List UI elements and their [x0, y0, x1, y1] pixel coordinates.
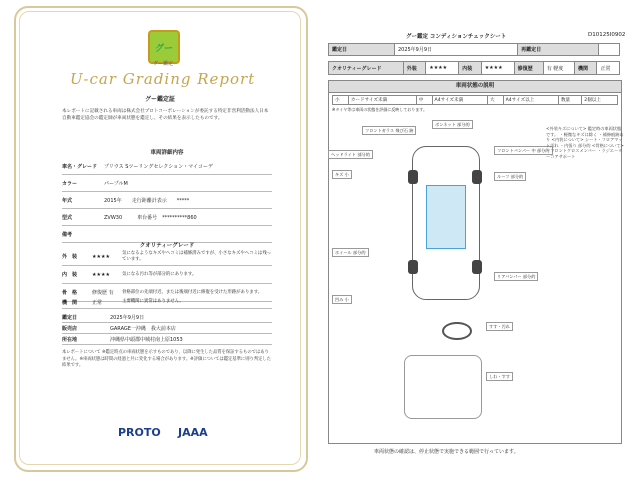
- row-value: パープルM: [104, 180, 128, 187]
- legend-value: カードサイズ未満: [348, 96, 416, 105]
- car-diagram-interior: [404, 355, 482, 419]
- damage-label: リアバンパー 部分的: [494, 272, 538, 281]
- grade-text: 気になるようなキズやヘコミは補修済みですが、小さなキズやヘコミは残っています。: [122, 250, 272, 262]
- foot-row: [62, 334, 272, 345]
- re-date-label: 再鑑定日: [518, 44, 599, 56]
- foot-key: 所在地: [62, 336, 78, 343]
- row-key: 車名・グレード: [62, 163, 98, 170]
- date-label: 鑑定日: [329, 44, 395, 56]
- engine-label: 機関: [574, 62, 597, 75]
- foot-row: [62, 312, 272, 323]
- size-legend: [329, 93, 621, 114]
- car-windows: [426, 185, 466, 249]
- foot-value: GARAGE一沖縄 我大前本店: [110, 325, 176, 332]
- date-value: 2025年9月9日: [394, 44, 517, 56]
- vehicle-section-title: 車両詳細内容: [150, 150, 184, 156]
- quality-section-title: クオリティーグレード: [139, 243, 195, 249]
- foot-key: 販売店: [62, 325, 78, 332]
- grade-table: [328, 61, 620, 75]
- wheel-icon: [408, 170, 418, 184]
- vehicle-row: [62, 158, 272, 175]
- grade-text: 主要機関に異常はありません。: [122, 299, 184, 304]
- damage-label: しわ・すす: [486, 372, 513, 381]
- grade-score: ★★★★: [92, 253, 110, 260]
- grade-key: 外 装: [62, 254, 78, 260]
- proto-logo: PROTO: [118, 426, 161, 439]
- legend-value: A4サイズ未満: [432, 96, 487, 105]
- row-key: 型式: [62, 214, 73, 221]
- steering-wheel-icon: [442, 322, 472, 340]
- re-date-value: [599, 44, 620, 56]
- damage-label: ホイール 部分的: [332, 248, 369, 257]
- grade-row: [62, 248, 272, 266]
- vehicle-row: [62, 209, 272, 226]
- grade-score: ★★★★: [92, 271, 110, 278]
- damage-label: すす・汚れ: [486, 322, 513, 331]
- repair-label: 修復歴: [514, 62, 543, 75]
- damage-label: 凹み 小: [332, 295, 352, 304]
- logo-caption: グー鑑定: [152, 61, 173, 67]
- row-value: プリウス Sツーリングセレクション・マイコーデ: [104, 163, 213, 170]
- foot-row: [62, 323, 272, 334]
- damage-label: ボンネット 部分的: [432, 120, 473, 129]
- quality-grades: [62, 248, 272, 302]
- legend-value: 2個以上: [582, 96, 618, 105]
- grade-score: 正常: [92, 299, 103, 306]
- engine-value: 正常: [597, 62, 620, 75]
- grade-key: 内 装: [62, 272, 78, 278]
- row-key: カラー: [62, 180, 78, 187]
- side-notes: <外装キズについて> 鑑定時の車両状態です。 ・軽微なキズは除く ・補修痕跡あり <内装について> シート・フロアマット汚れ ・内張り 部分的 <骨格について> ・フロントクロスメンバー ・ラジエーターコアサポート: [546, 126, 624, 159]
- intro-text: 本レポートに記載される車両は株式会社プロトコーポレーションが委託する特定非営利活動法人日本自動車鑑定協会の鑑定師が車両状態を鑑定し、その結果を表示したものです。: [62, 109, 269, 121]
- damage-label: フロントバンパー 中 部分的: [494, 146, 553, 155]
- wheel-icon: [472, 260, 482, 274]
- grade-row: [62, 266, 272, 284]
- interior-value: ★★★★: [481, 62, 514, 75]
- certificate-name: グー鑑定証: [145, 96, 176, 103]
- date-table: [328, 43, 620, 56]
- damage-label: ルーフ 部分的: [494, 172, 526, 181]
- wheel-icon: [408, 260, 418, 274]
- foot-key: 鑑定日: [62, 314, 78, 321]
- grade-row: [62, 296, 272, 309]
- grade-text: 気になる汚れ等が部分的にあります。: [122, 271, 197, 277]
- exterior-label: 外装: [403, 62, 426, 75]
- foot-value: 2025年9月9日: [110, 314, 145, 321]
- damage-label: ヘッドライト 部分的: [328, 150, 373, 159]
- report-notes: 本レポートについて ※鑑定時点の車両状態を示すものであり、以降に発生した品質を保証するものではありません。※車両状態は時間の経過と共に変化する場合があります。※評価については鑑定基準に則り判定した結果です。: [62, 350, 271, 368]
- exterior-value: ★★★★: [426, 62, 459, 75]
- legend-key: 大: [487, 96, 503, 105]
- grade-key: 骨 格: [62, 290, 78, 296]
- explanation-title: 車両状態の説明: [329, 81, 621, 93]
- legend-key: 小: [333, 96, 349, 105]
- wheel-icon: [472, 170, 482, 184]
- vehicle-row: [62, 175, 272, 192]
- damage-label: キズ 小: [332, 170, 352, 179]
- interior-label: 内装: [459, 62, 482, 75]
- document-id: D10125I0902: [588, 32, 626, 38]
- grade-text: 骨格部位の先端付近、または後端付近に修復を受けた形跡があります。: [122, 289, 263, 295]
- row-key: 年式: [62, 197, 73, 204]
- condition-sheet: [318, 0, 640, 480]
- bottom-note: 車両状態の確認は、停止状態で実施できる範囲で行っています。: [374, 449, 519, 455]
- legend-key: 中: [416, 96, 432, 105]
- legend-note: ※タイヤ等は車両の状態を評価に反映しております。: [332, 107, 427, 112]
- quality-label: クオリティーグレード: [329, 62, 404, 75]
- goo-logo: グー: [148, 30, 180, 64]
- report-cover: [0, 0, 318, 480]
- damage-label: フロントガラス 飛び石 跡: [362, 126, 416, 135]
- grade-score: 修復歴 有: [92, 290, 114, 296]
- legend-key: 数量: [558, 96, 581, 105]
- row-value: 2015年 走行距離計表示 *****: [104, 197, 190, 204]
- report-title: U-car Grading Report: [70, 70, 256, 88]
- legend-value: A4サイズ以上: [503, 96, 558, 105]
- vehicle-details: [62, 158, 272, 243]
- repair-value: 有 軽度: [543, 62, 574, 75]
- row-value: ZVW30 車台番号 **********860: [104, 214, 197, 221]
- dealer-info: [62, 312, 272, 345]
- row-key: 備考: [62, 231, 73, 238]
- jaaa-logo: JAAA: [178, 426, 208, 439]
- engine-grade: [62, 296, 272, 309]
- sheet-title: グー鑑定 コンディションチェックシート: [406, 34, 507, 40]
- vehicle-row: [62, 192, 272, 209]
- foot-value: 沖縄県中頭郡中城村南上原1053: [110, 336, 183, 343]
- grade-key: 機 関: [62, 299, 78, 306]
